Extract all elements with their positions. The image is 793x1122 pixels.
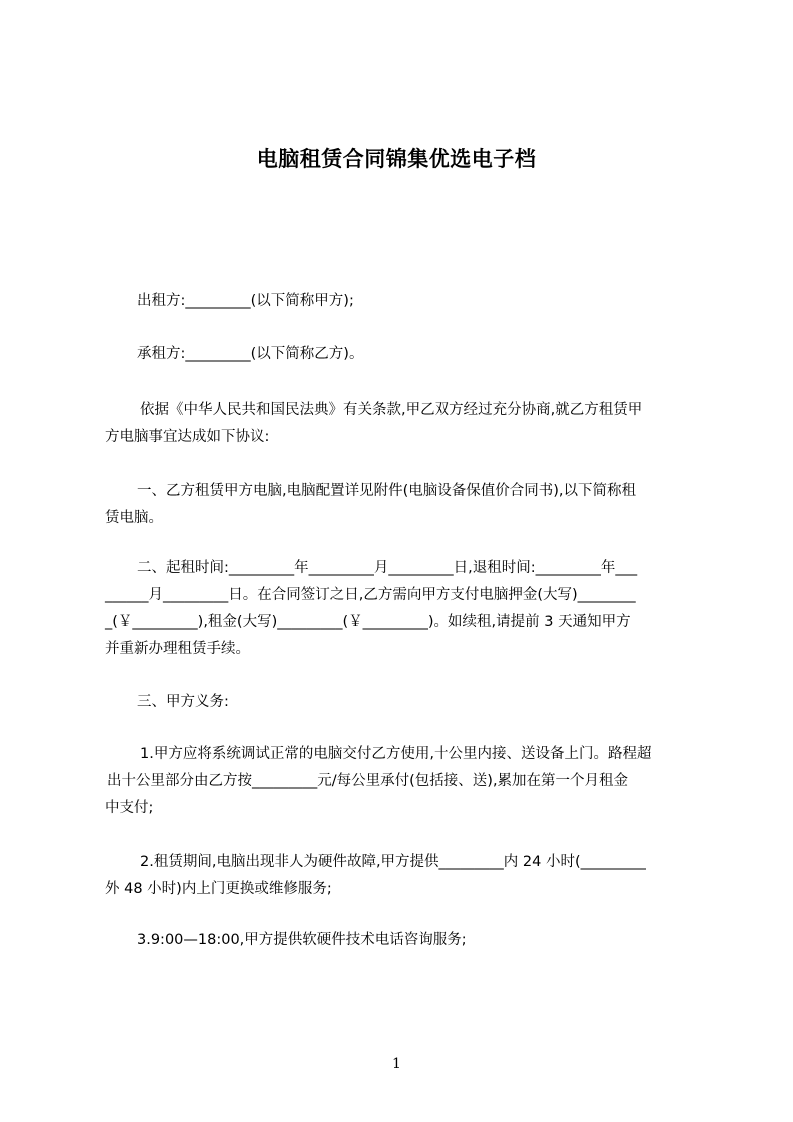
item1-line-1: 1.甲方应将系统调试正常的电脑交付乙方使用,十公里内接、送设备上门。路程超 (140, 746, 652, 762)
clause1-line-2: 赁电脑。 (105, 510, 163, 526)
clause2-line-3: _(￥_________),租金(大写)_________(￥_________)。如续租,请提前 3 天通知甲方 (105, 614, 631, 630)
lessee-line: 承租方:_________(以下简称乙方)。 (137, 346, 364, 362)
document-title: 电脑租赁合同锦集优选电子档 (256, 147, 537, 171)
preamble-line-2: 方电脑事宜达成如下协议: (105, 429, 270, 445)
clause3-heading: 三、甲方义务: (137, 694, 229, 710)
clause2-line-2: ______月_________日。在合同签订之日,乙方需向甲方支付电脑押金(大写)________ (105, 587, 636, 603)
item1-line-2: 出十公里部分由乙方按_________元/每公里承付(包括接、送),累加在第一个月租金 (107, 773, 629, 789)
item2-line-2: 外 48 小时)内上门更换或维修服务; (105, 881, 332, 897)
item2-line-1: 2.租赁期间,电脑出现非人为硬件故障,甲方提供_________内 24 小时(_________ (140, 854, 646, 870)
clause1-line-1: 一、乙方租赁甲方电脑,电脑配置详见附件(电脑设备保值价合同书),以下简称租 (137, 483, 637, 499)
clause2-line-4: 并重新办理租赁手续。 (105, 641, 250, 657)
lessor-line: 出租方:_________(以下简称甲方); (137, 293, 354, 309)
item1-line-3: 中支付; (105, 800, 154, 816)
preamble-line-1: 依据《中华人民共和国民法典》有关条款,甲乙双方经过充分协商,就乙方租赁甲 (140, 402, 643, 418)
clause2-line-1: 二、起租时间:_________年_________月_________日,退租时间:_________年___ (137, 560, 638, 576)
item3-line-1: 3.9:00—18:00,甲方提供软硬件技术电话咨询服务; (137, 932, 467, 948)
page-number: 1 (392, 1056, 401, 1072)
